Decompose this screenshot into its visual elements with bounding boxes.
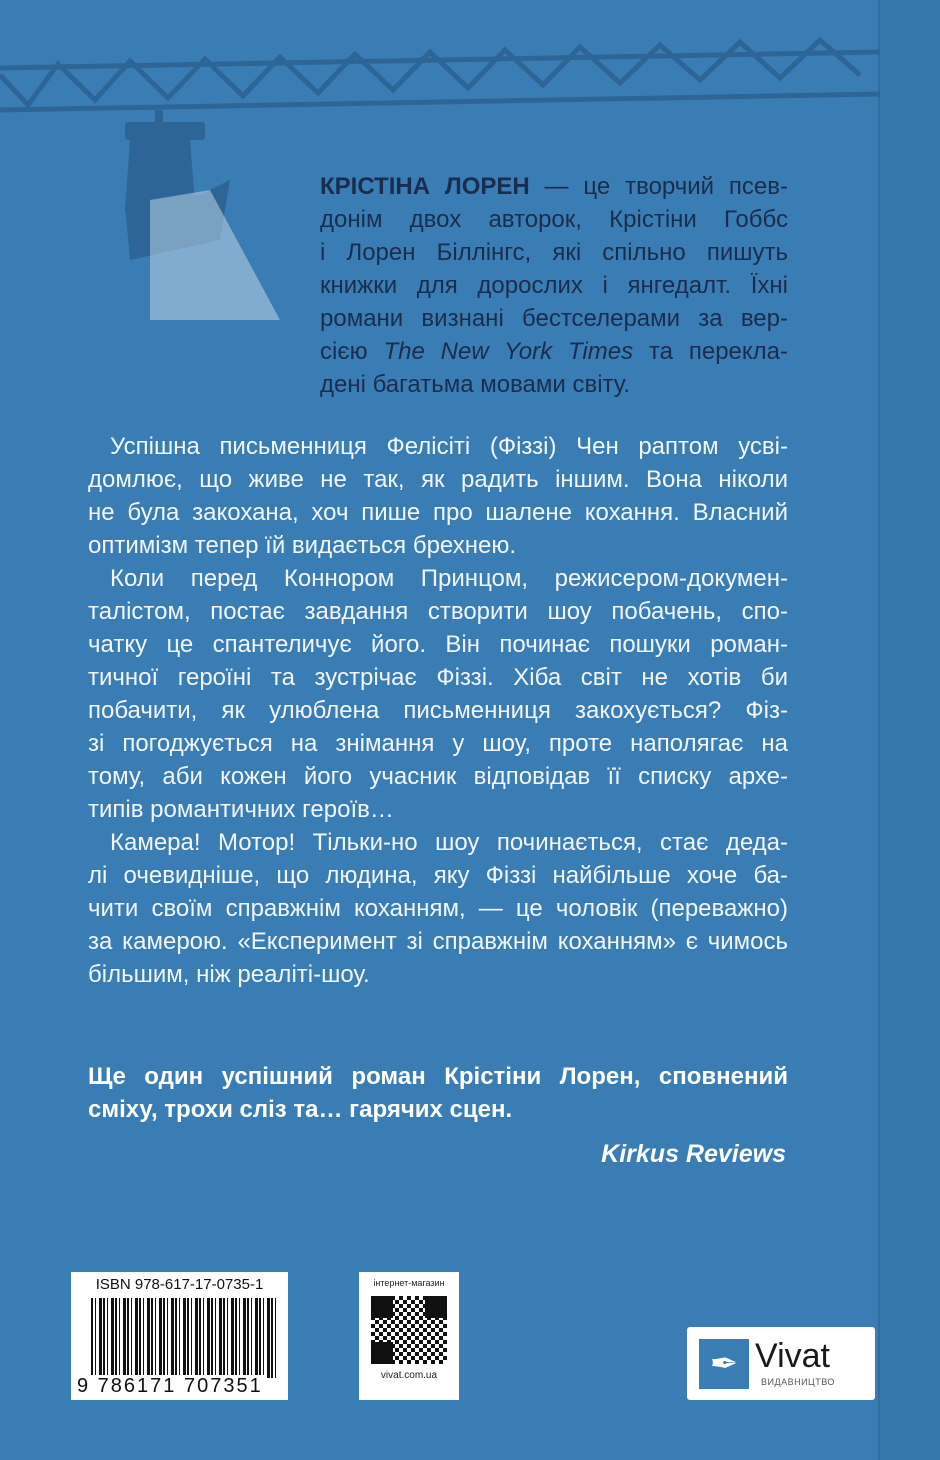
qr-code-icon[interactable]	[371, 1296, 447, 1364]
synopsis-line: Коли перед Коннором Принцом, режисером-докумен-	[110, 565, 788, 592]
isbn-label: ISBN 978-617-17-0735-1	[95, 1276, 264, 1293]
author-name: КРІСТІНА ЛОРЕН	[320, 173, 530, 200]
synopsis-line: побачити, як улюблена письменниця закохується? Фіз-	[88, 697, 788, 724]
barcode-bars	[91, 1298, 277, 1378]
quote-source: Kirkus Reviews	[601, 1140, 786, 1168]
synopsis-line: за камерою. «Експеримент зі справжнім коханням» є чимось	[88, 928, 788, 955]
nyt-title: The New York Times	[383, 338, 634, 365]
publisher-subtitle: ВИДАВНИЦТВО	[761, 1377, 835, 1387]
publisher-name: Vivat	[755, 1337, 830, 1375]
qr-url: vivat.com.ua	[380, 1370, 438, 1381]
synopsis-line: чити своїм справжнім коханням, — це чоловік (переважно)	[88, 895, 788, 922]
qr-block	[359, 1272, 459, 1400]
feather-icon: ✒	[699, 1339, 749, 1389]
bio-line: — це творчий псев-	[544, 173, 788, 200]
synopsis-line: не була закохана, хоч пише про шалене кохання. Власний	[88, 499, 788, 526]
review-quote	[88, 1060, 788, 1126]
synopsis-line: зі погоджується на знімання у шоу, проте наполягає на	[88, 730, 788, 757]
isbn-digits: 9 786171 707351	[77, 1375, 263, 1397]
synopsis-line: тому, аби кожен його учасник відповідав її списку архе-	[88, 763, 788, 790]
bio-line: дені багатьма мовами світу.	[320, 371, 631, 398]
author-bio	[320, 170, 788, 401]
synopsis-line: Успішна письменниця Фелісіті (Фіззі) Чен раптом усві-	[110, 433, 788, 460]
synopsis-line: талістом, постає завдання створити шоу побачень, спо-	[88, 598, 788, 625]
isbn-barcode	[71, 1272, 288, 1400]
book-spine	[878, 0, 940, 1460]
bio-line: книжки для дорослих і янгедалт. Їхні	[320, 272, 788, 299]
publisher-logo	[687, 1327, 875, 1400]
bio-line: сією The New York Times та перекла-	[320, 338, 789, 365]
synopsis	[88, 430, 788, 991]
quote-line: сміху, трохи сліз та… гарячих сцен.	[88, 1096, 513, 1123]
synopsis-line: чатку це спантеличує його. Він починає пошуки роман-	[88, 631, 788, 658]
synopsis-line: тичної героїні та зустрічає Фіззі. Хіба світ не хотів би	[88, 664, 788, 691]
synopsis-line: оптимізм тепер їй видається брехнею.	[88, 532, 517, 559]
bio-line: донім двох авторок, Крістіни Гоббс	[320, 206, 788, 233]
synopsis-line: Камера! Мотор! Тільки-но шоу починається, стає деда-	[110, 829, 788, 856]
synopsis-line: домлює, що живе не так, як радить іншим. Вона ніколи	[88, 466, 788, 493]
synopsis-line: типів романтичних героїв…	[88, 796, 394, 823]
qr-label: інтернет-магазин	[373, 1278, 445, 1288]
bio-line: і Лорен Біллінгс, які спільно пишуть	[320, 239, 788, 266]
synopsis-line: більшим, ніж реаліті-шоу.	[88, 961, 370, 988]
quote-line: Ще один успішний роман Крістіни Лорен, сповнений	[88, 1063, 788, 1090]
bio-line: романи визнані бестселерами за вер-	[320, 305, 788, 332]
synopsis-line: лі очевидніше, що людина, яку Фіззі найбільше хоче ба-	[88, 862, 788, 889]
